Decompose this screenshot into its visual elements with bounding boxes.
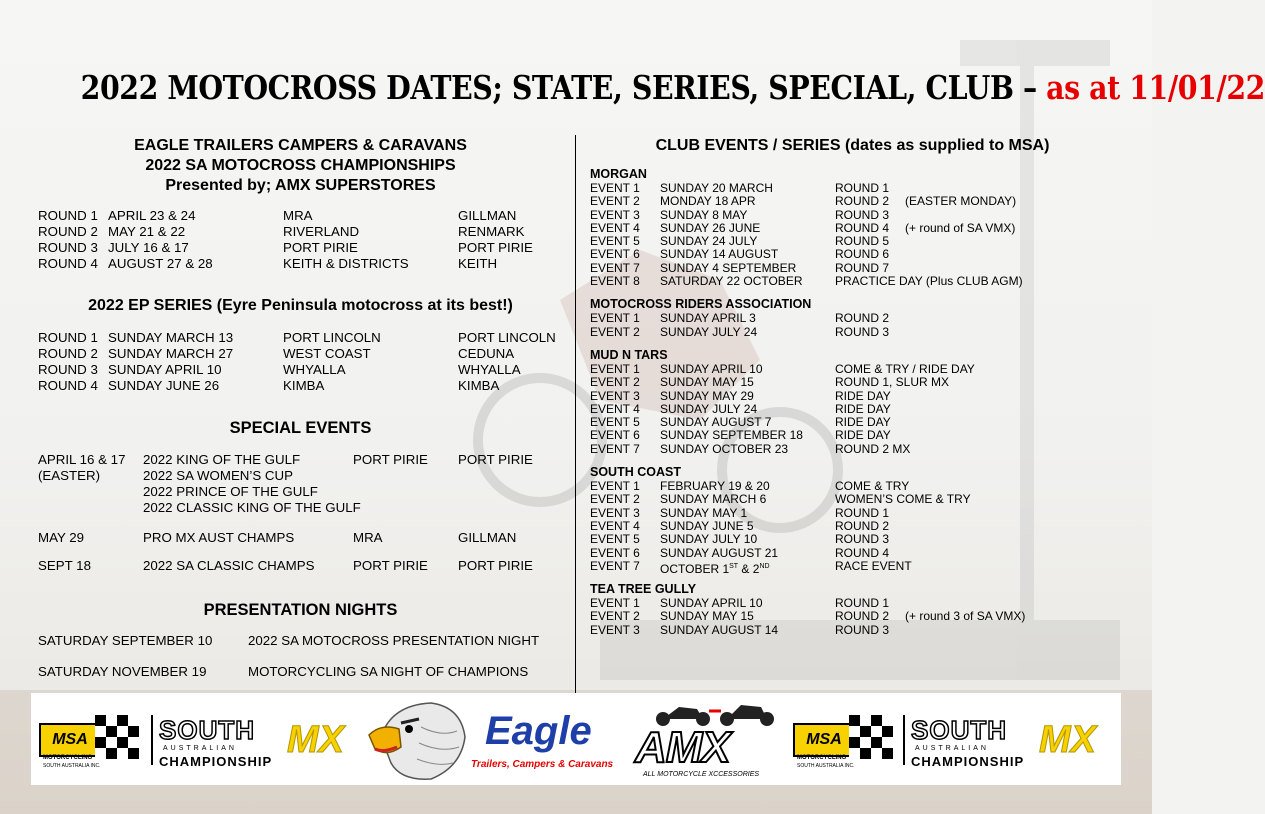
list-item: EVENT 3 SUNDAY MAY 1 ROUND 1 <box>590 505 890 520</box>
list-item: EVENT 1 SUNDAY 20 MARCH ROUND 1 <box>590 181 890 195</box>
list-item: EVENT 6 SUNDAY SEPTEMBER 18 RIDE DAY <box>590 428 891 443</box>
list-item: EVENT 3 SUNDAY AUGUST 14 ROUND 3 <box>590 622 890 637</box>
club-name: MORGAN <box>590 167 647 181</box>
sa-mx-championship-logo: SOUTH AUSTRALIAN CHAMPIONSHIP MX <box>159 715 344 769</box>
table-row: SATURDAY SEPTEMBER 10 2022 SA MOTOCROSS PRESENTATION NIGHT <box>38 633 540 648</box>
table-row: SEPT 18 2022 SA CLASSIC CHAMPS PORT PIRIE PORT PIRIE <box>38 558 533 573</box>
club-name: TEA TREE GULLY <box>590 582 697 597</box>
club-name: MUD N TARS <box>590 347 668 362</box>
list-item: EVENT 2 SUNDAY JULY 24 ROUND 3 <box>590 324 890 339</box>
club-heading: CLUB EVENTS / SERIES (dates as supplied to MSA) <box>655 137 1050 154</box>
title-main: 2022 MOTOCROSS DATES; STATE, SERIES, SPECIAL, CLUB – <box>80 68 1037 107</box>
table-row: ROUND 2 MAY 21 & 22 RIVERLAND RENMARK <box>38 224 525 239</box>
special-events-table <box>38 452 568 574</box>
list-item: EVENT 6 SUNDAY 14 AUGUST ROUND 6 <box>590 247 890 262</box>
heading-line: Presented by; AMX SUPERSTORES <box>165 177 436 194</box>
sa-mx-championship-logo: SOUTH AUSTRALIAN CHAMPIONSHIP MX <box>911 715 1096 769</box>
championship-heading <box>38 136 563 196</box>
table-row: ROUND 4 SUNDAY JUNE 26 KIMBA KIMBA <box>38 378 500 393</box>
ep-series-heading: 2022 EP SERIES (Eyre Peninsula motocross at its best!) <box>88 297 513 314</box>
msa-logo: MSA MOTORCYCLING SOUTH AUSTRALIA INC. <box>793 701 895 777</box>
list-item: EVENT 5 SUNDAY JULY 10 ROUND 3 <box>590 532 890 547</box>
table-row: MAY 29 PRO MX AUST CHAMPS MRA GILLMAN <box>38 530 517 545</box>
checkered-flag-icon <box>95 715 139 761</box>
list-item: EVENT 2 SUNDAY MARCH 6 WOMEN’S COME & TRY <box>590 492 971 507</box>
amx-logo: AMX ALL MOTORCYCLE XCCESSORIES <box>629 701 789 777</box>
sponsor-logo-strip <box>31 693 1121 785</box>
list-item: EVENT 2 MONDAY 18 APR ROUND 2 (EASTER MONDAY) <box>590 194 1017 209</box>
eagle-trailers-logo: Eagle Trailers, Campers & Caravans <box>471 709 614 770</box>
list-item: EVENT 6 SUNDAY AUGUST 21 ROUND 4 <box>590 545 890 560</box>
club-name: MOTOCROSS RIDERS ASSOCIATION <box>590 297 812 312</box>
presentation-table <box>38 633 568 680</box>
table-row: ROUND 1 APRIL 23 & 24 MRA GILLMAN <box>38 208 517 223</box>
table-row: ROUND 1 SUNDAY MARCH 13 PORT LINCOLN PORT LINCOLN <box>38 330 556 345</box>
list-item: EVENT 3 SUNDAY MAY 29 RIDE DAY <box>590 388 891 403</box>
championship-table <box>38 208 568 272</box>
list-item: EVENT 5 SUNDAY AUGUST 7 RIDE DAY <box>590 415 891 430</box>
list-item: EVENT 3 SUNDAY 8 MAY ROUND 3 <box>590 207 890 222</box>
ep-series-table <box>38 330 568 394</box>
table-row: SATURDAY NOVEMBER 19 MOTORCYCLING SA NIGHT OF CHAMPIONS <box>38 664 529 679</box>
list-item: EVENT 7 SUNDAY OCTOBER 23 ROUND 2 MX <box>590 441 911 456</box>
eagle-head-icon <box>361 697 471 783</box>
page-title <box>80 68 1265 107</box>
list-item: EVENT 7 SUNDAY 4 SEPTEMBER ROUND 7 <box>590 260 890 275</box>
checkered-flag-icon <box>849 715 893 761</box>
title-date: as at 11/01/22 <box>1046 68 1265 107</box>
column-divider <box>575 135 576 693</box>
table-row: ROUND 3 JULY 16 & 17 PORT PIRIE PORT PIRIE <box>38 240 533 255</box>
table-row: 2022 CLASSIC KING OF THE GULF <box>143 500 361 515</box>
club-name: SOUTH COAST <box>590 465 681 480</box>
table-row: ROUND 4 AUGUST 27 & 28 KEITH & DISTRICTS KEITH <box>38 256 498 271</box>
list-item: EVENT 2 SUNDAY MAY 15 ROUND 1, SLUR MX <box>590 375 950 390</box>
list-item: EVENT 1 SUNDAY APRIL 10 COME & TRY / RIDE DAY <box>590 361 975 376</box>
list-item: EVENT 5 SUNDAY 24 JULY ROUND 5 <box>590 234 890 249</box>
special-events-heading: SPECIAL EVENTS <box>229 419 372 437</box>
list-item: EVENT 8 SATURDAY 22 OCTOBER PRACTICE DAY (Plus CLUB AGM) <box>590 274 1023 289</box>
list-item: EVENT 1 SUNDAY APRIL 3 ROUND 2 <box>590 311 890 326</box>
list-item: EVENT 7 OCTOBER 1ST & 2ND RACE EVENT <box>590 558 912 576</box>
heading-line: EAGLE TRAILERS CAMPERS & CARAVANS <box>134 137 467 154</box>
table-row: 2022 PRINCE OF THE GULF <box>143 484 318 499</box>
club-list <box>590 162 1110 637</box>
list-item: EVENT 4 SUNDAY JUNE 5 ROUND 2 <box>590 518 890 533</box>
table-row: ROUND 3 SUNDAY APRIL 10 WHYALLA WHYALLA <box>38 362 521 377</box>
list-item: EVENT 1 SUNDAY APRIL 10 ROUND 1 <box>590 596 890 611</box>
list-item: EVENT 4 SUNDAY JULY 24 RIDE DAY <box>590 401 891 416</box>
list-item: EVENT 2 SUNDAY MAY 15 ROUND 2 (+ round 3 of SA VMX) <box>590 609 1026 624</box>
table-row: ROUND 2 SUNDAY MARCH 27 WEST COAST CEDUNA <box>38 346 515 361</box>
list-item: EVENT 4 SUNDAY 26 JUNE ROUND 4 (+ round of SA VMX) <box>590 220 1016 235</box>
presentation-heading: PRESENTATION NIGHTS <box>203 601 398 619</box>
list-item: EVENT 1 FEBRUARY 19 & 20 COME & TRY <box>590 479 910 494</box>
msa-logo: MSA MOTORCYCLING SOUTH AUSTRALIA INC. <box>39 701 141 777</box>
table-row: (EASTER) 2022 SA WOMEN’S CUP <box>38 468 294 483</box>
table-row: APRIL 16 & 17 2022 KING OF THE GULF PORT PIRIE PORT PIRIE <box>38 452 533 467</box>
heading-line: 2022 SA MOTOCROSS CHAMPIONSHIPS <box>145 157 456 174</box>
